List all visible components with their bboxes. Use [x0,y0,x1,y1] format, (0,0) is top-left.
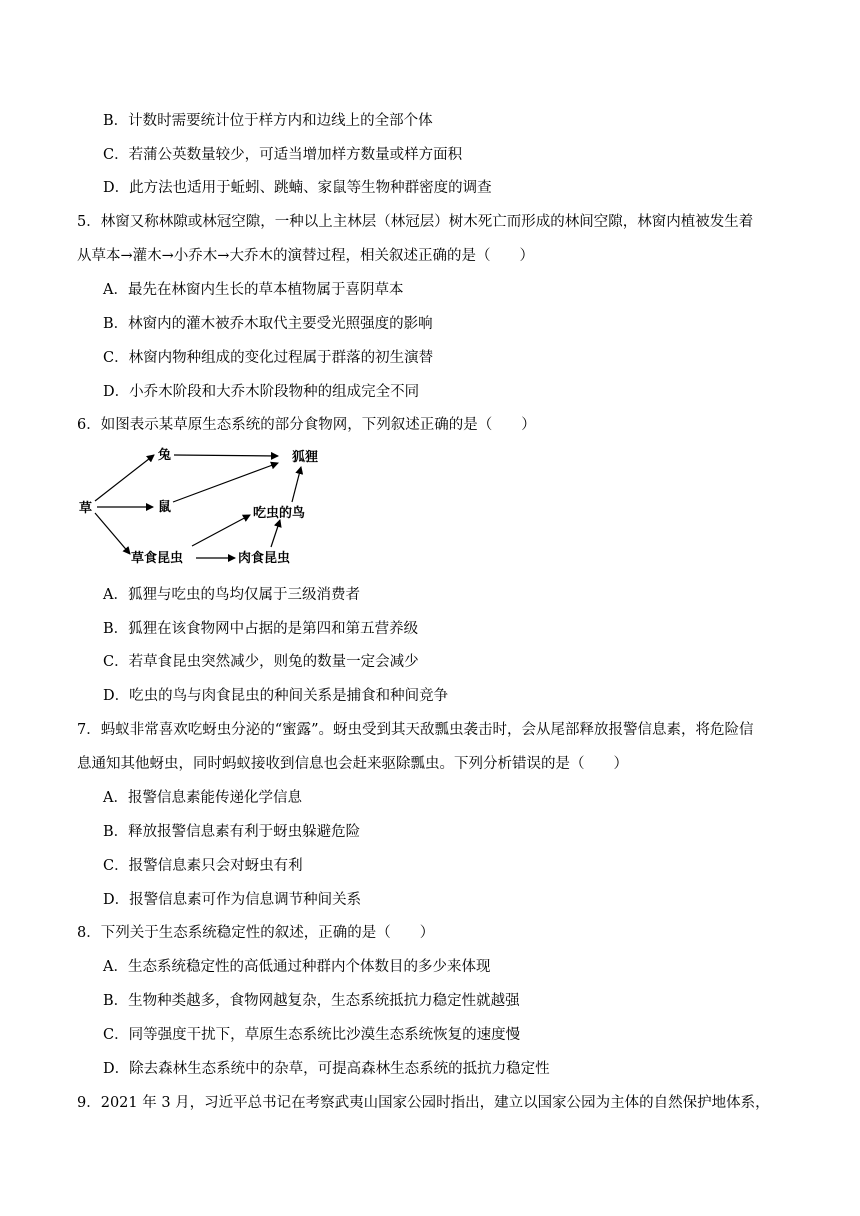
q5-option-a: A．最先在林窗内生长的草本植物属于喜阴草本 [103,282,404,298]
q5-option-b: B．林窗内的灌木被乔木取代主要受光照强度的影响 [103,316,433,332]
q4-option-c: C．若蒲公英数量较少，可适当增加样方数量或样方面积 [103,147,463,163]
node-herbivorous-insect: 草食昆虫 [131,551,184,566]
node-fox: 狐狸 [292,450,319,465]
q7-option-d: D．报警信息素可作为信息调节种间关系 [103,892,362,908]
q5-stem-line1: 5．林窗又称林隙或林冠空隙，一种以上主林层（林冠层）树木死亡而形成的林间空隙，林窗内植被发生着 [77,214,754,230]
node-insect-eating-bird: 吃虫的鸟 [253,506,306,521]
node-grass: 草 [79,501,93,516]
q5-option-d: D．小乔木阶段和大乔木阶段物种的组成完全不同 [103,384,420,400]
q5-option-c: C．林窗内物种组成的变化过程属于群落的初生演替 [103,350,434,366]
q4-option-d: D．此方法也适用于蚯蚓、跳蝻、家鼠等生物种群密度的调查 [103,180,492,196]
q9-stem-line1: 9．2021 年 3 月，习近平总书记在考察武夷山国家公园时指出，建立以国家公园为主体的自然保护地体系， [77,1095,770,1111]
q7-stem-line1: 7．蚂蚁非常喜欢吃蚜虫分泌的“蜜露”。蚜虫受到其天敌瓢虫袭击时，会从尾部释放报警信息素，将危险信 [77,722,754,738]
q6-option-d: D．吃虫的鸟与肉食昆虫的种间关系是捕食和种间竞争 [103,688,449,704]
q4-option-b: B．计数时需要统计位于样方内和边线上的全部个体 [103,113,433,129]
q7-stem-line2: 息通知其他蚜虫，同时蚂蚁接收到信息也会赶来驱除瓢虫。下列分析错误的是（ ） [77,756,628,772]
q6-stem: 6．如图表示某草原生态系统的部分食物网，下列叙述正确的是（ ） [77,417,536,433]
q8-option-a: A．生态系统稳定性的高低通过种群内个体数目的多少来体现 [103,959,491,975]
q7-option-a: A．报警信息素能传递化学信息 [103,790,302,806]
q8-option-b: B．生物种类越多，食物网越复杂，生态系统抵抗力稳定性就越强 [103,993,520,1009]
q7-option-c: C．报警信息素只会对蚜虫有利 [103,858,303,874]
q5-stem-line2: 从草本→灌木→小乔木→大乔木的演替过程，相关叙述正确的是（ ） [77,248,534,264]
q8-option-d: D．除去森林生态系统中的杂草，可提高森林生态系统的抵抗力稳定性 [103,1061,550,1077]
node-mouse: 鼠 [158,500,172,515]
node-rabbit: 兔 [158,448,172,463]
q6-option-b: B．狐狸在该食物网中占据的是第四和第五营养级 [103,621,419,637]
q6-option-c: C．若草食昆虫突然减少，则兔的数量一定会减少 [103,654,419,670]
food-web-diagram [70,445,350,570]
q8-stem: 8．下列关于生态系统稳定性的叙述，正确的是（ ） [77,925,435,941]
q6-option-a: A．狐狸与吃虫的鸟均仅属于三级消费者 [103,587,360,603]
q7-option-b: B．释放报警信息素有利于蚜虫躲避危险 [103,824,361,840]
q8-option-c: C．同等强度干扰下，草原生态系统比沙漠生态系统恢复的速度慢 [103,1027,521,1043]
node-carnivorous-insect: 肉食昆虫 [238,551,291,566]
